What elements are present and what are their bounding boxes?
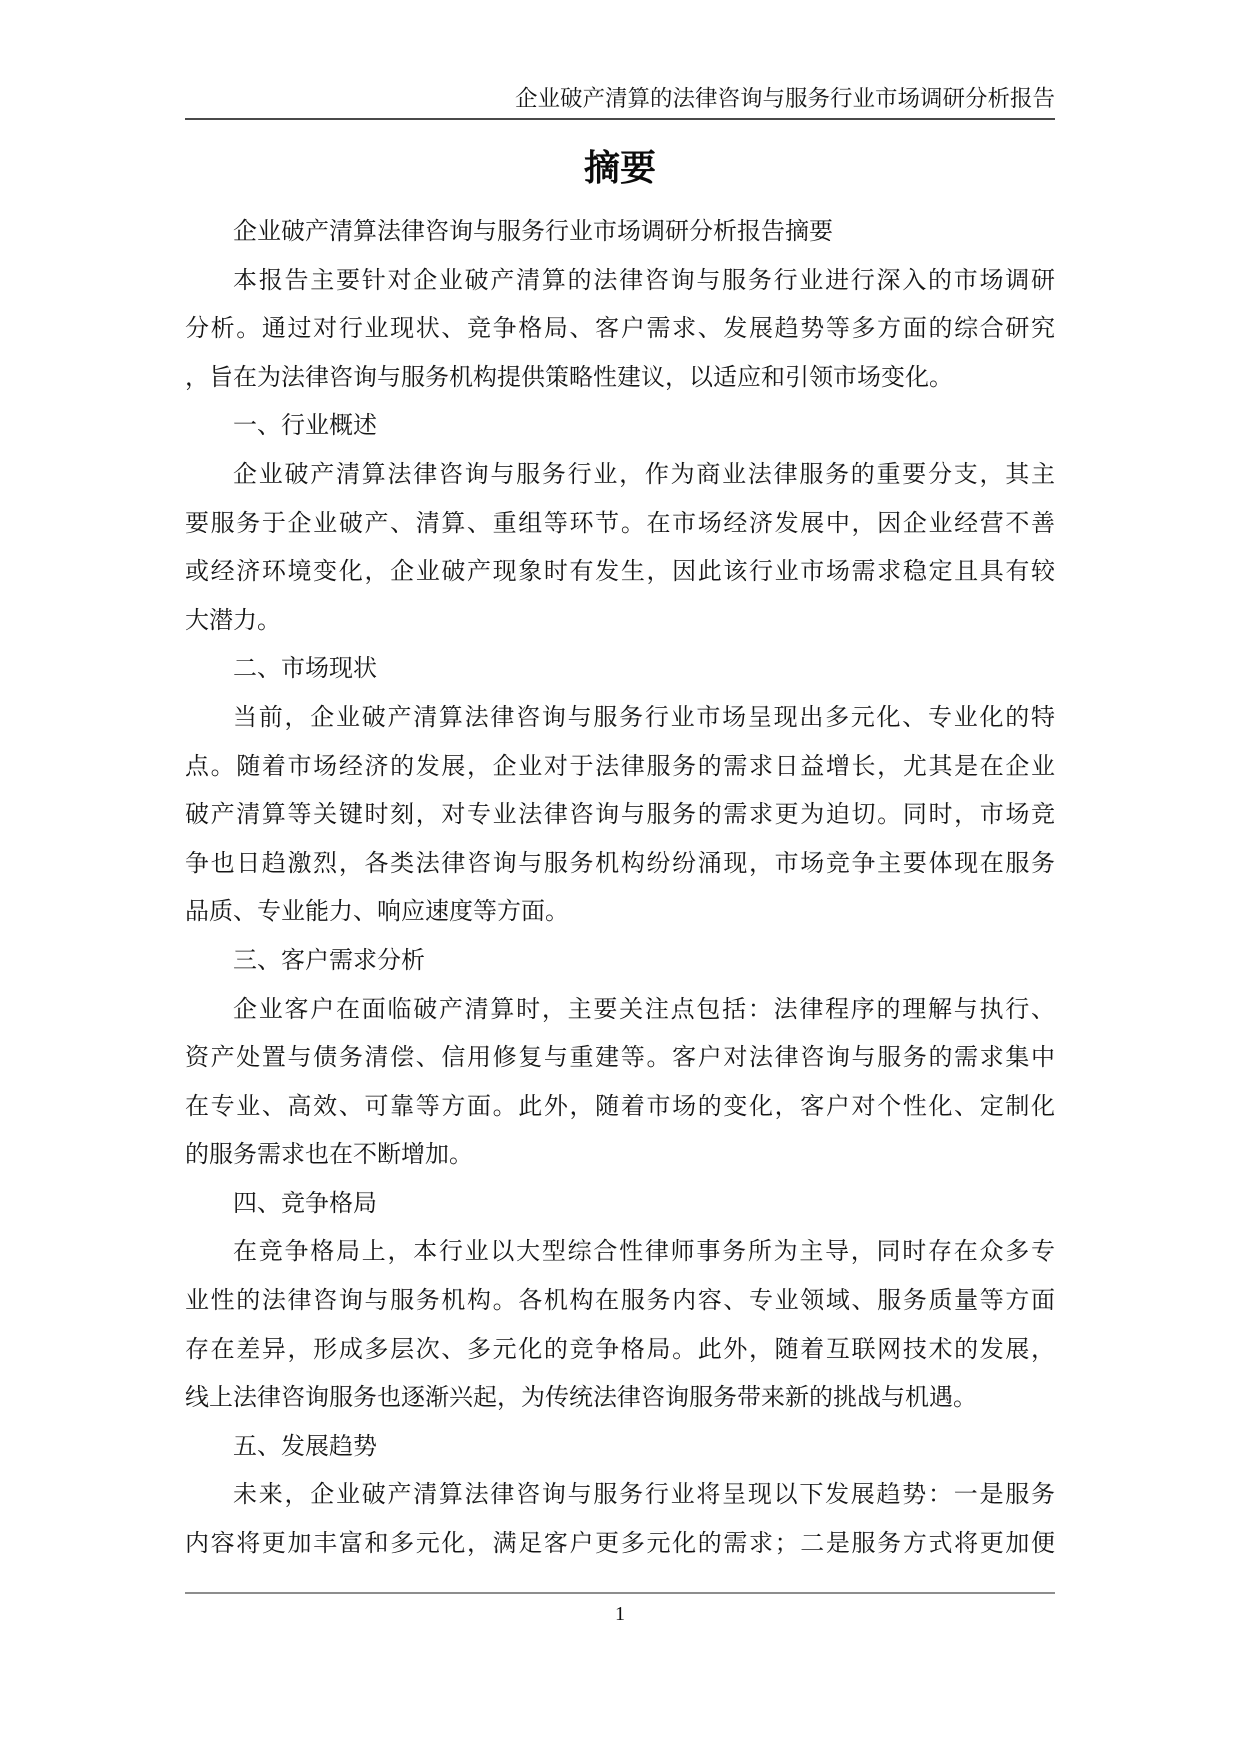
body-line: 点。随着市场经济的发展，企业对于法律服务的需求日益增长，尤其是在企业 xyxy=(185,753,1055,780)
body-line: 存在差异，形成多层次、多元化的竞争格局。此外，随着互联网技术的发展， xyxy=(185,1336,1055,1363)
section-heading: 四、竞争格局 xyxy=(233,1190,377,1217)
body-line: 的服务需求也在不断增加。 xyxy=(185,1142,473,1169)
section-heading: 五、发展趋势 xyxy=(233,1433,377,1460)
header-rule xyxy=(185,118,1055,120)
body-line: 要服务于企业破产、清算、重组等环节。在市场经济发展中，因企业经营不善 xyxy=(185,510,1055,537)
body-line: 内容将更加丰富和多元化，满足客户更多元化的需求；二是服务方式将更加便 xyxy=(185,1531,1055,1558)
body-line: 当前，企业破产清算法律咨询与服务行业市场呈现出多元化、专业化的特 xyxy=(233,704,1055,731)
body-line: 本报告主要针对企业破产清算的法律咨询与服务行业进行深入的市场调研 xyxy=(233,267,1055,294)
page-title: 摘要 xyxy=(583,147,656,188)
section-heading: 二、市场现状 xyxy=(233,656,377,683)
body-line: 业性的法律咨询与服务机构。各机构在服务内容、专业领域、服务质量等方面 xyxy=(185,1288,1055,1315)
body-line: 未来，企业破产清算法律咨询与服务行业将呈现以下发展趋势：一是服务 xyxy=(233,1482,1055,1509)
document-body xyxy=(185,208,1055,1569)
section-heading: 三、客户需求分析 xyxy=(233,947,425,974)
running-header-title: 企业破产清算的法律咨询与服务行业市场调研分析报告 xyxy=(514,86,1055,111)
section-heading: 一、行业概述 xyxy=(233,413,377,440)
body-line: 在竞争格局上，本行业以大型综合性律师事务所为主导，同时存在众多专 xyxy=(233,1239,1055,1266)
body-line: 大潜力。 xyxy=(185,607,281,634)
body-line: 企业客户在面临破产清算时，主要关注点包括：法律程序的理解与执行、 xyxy=(233,996,1055,1023)
body-line: ，旨在为法律咨询与服务机构提供策略性建议，以适应和引领市场变化。 xyxy=(185,364,953,391)
body-line: 资产处置与债务清偿、信用修复与重建等。客户对法律咨询与服务的需求集中 xyxy=(185,1045,1055,1072)
body-line: 破产清算等关键时刻，对专业法律咨询与服务的需求更为迫切。同时，市场竞 xyxy=(185,802,1055,829)
footer-rule xyxy=(185,1592,1055,1594)
body-line: 争也日趋激烈，各类法律咨询与服务机构纷纷涌现，市场竞争主要体现在服务 xyxy=(185,850,1055,877)
body-line: 或经济环境变化，企业破产现象时有发生，因此该行业市场需求稳定且具有较 xyxy=(185,559,1055,586)
body-line: 线上法律咨询服务也逐渐兴起，为传统法律咨询服务带来新的挑战与机遇。 xyxy=(185,1385,977,1412)
body-line: 品质、专业能力、响应速度等方面。 xyxy=(185,899,569,926)
body-line: 企业破产清算法律咨询与服务行业市场调研分析报告摘要 xyxy=(233,219,833,245)
body-line: 在专业、高效、可靠等方面。此外，随着市场的变化，客户对个性化、定制化 xyxy=(185,1093,1055,1120)
body-line: 分析。通过对行业现状、竞争格局、客户需求、发展趋势等多方面的综合研究 xyxy=(185,316,1055,343)
body-line: 企业破产清算法律咨询与服务行业，作为商业法律服务的重要分支，其主 xyxy=(233,461,1055,488)
page-number: 1 xyxy=(615,1603,625,1625)
